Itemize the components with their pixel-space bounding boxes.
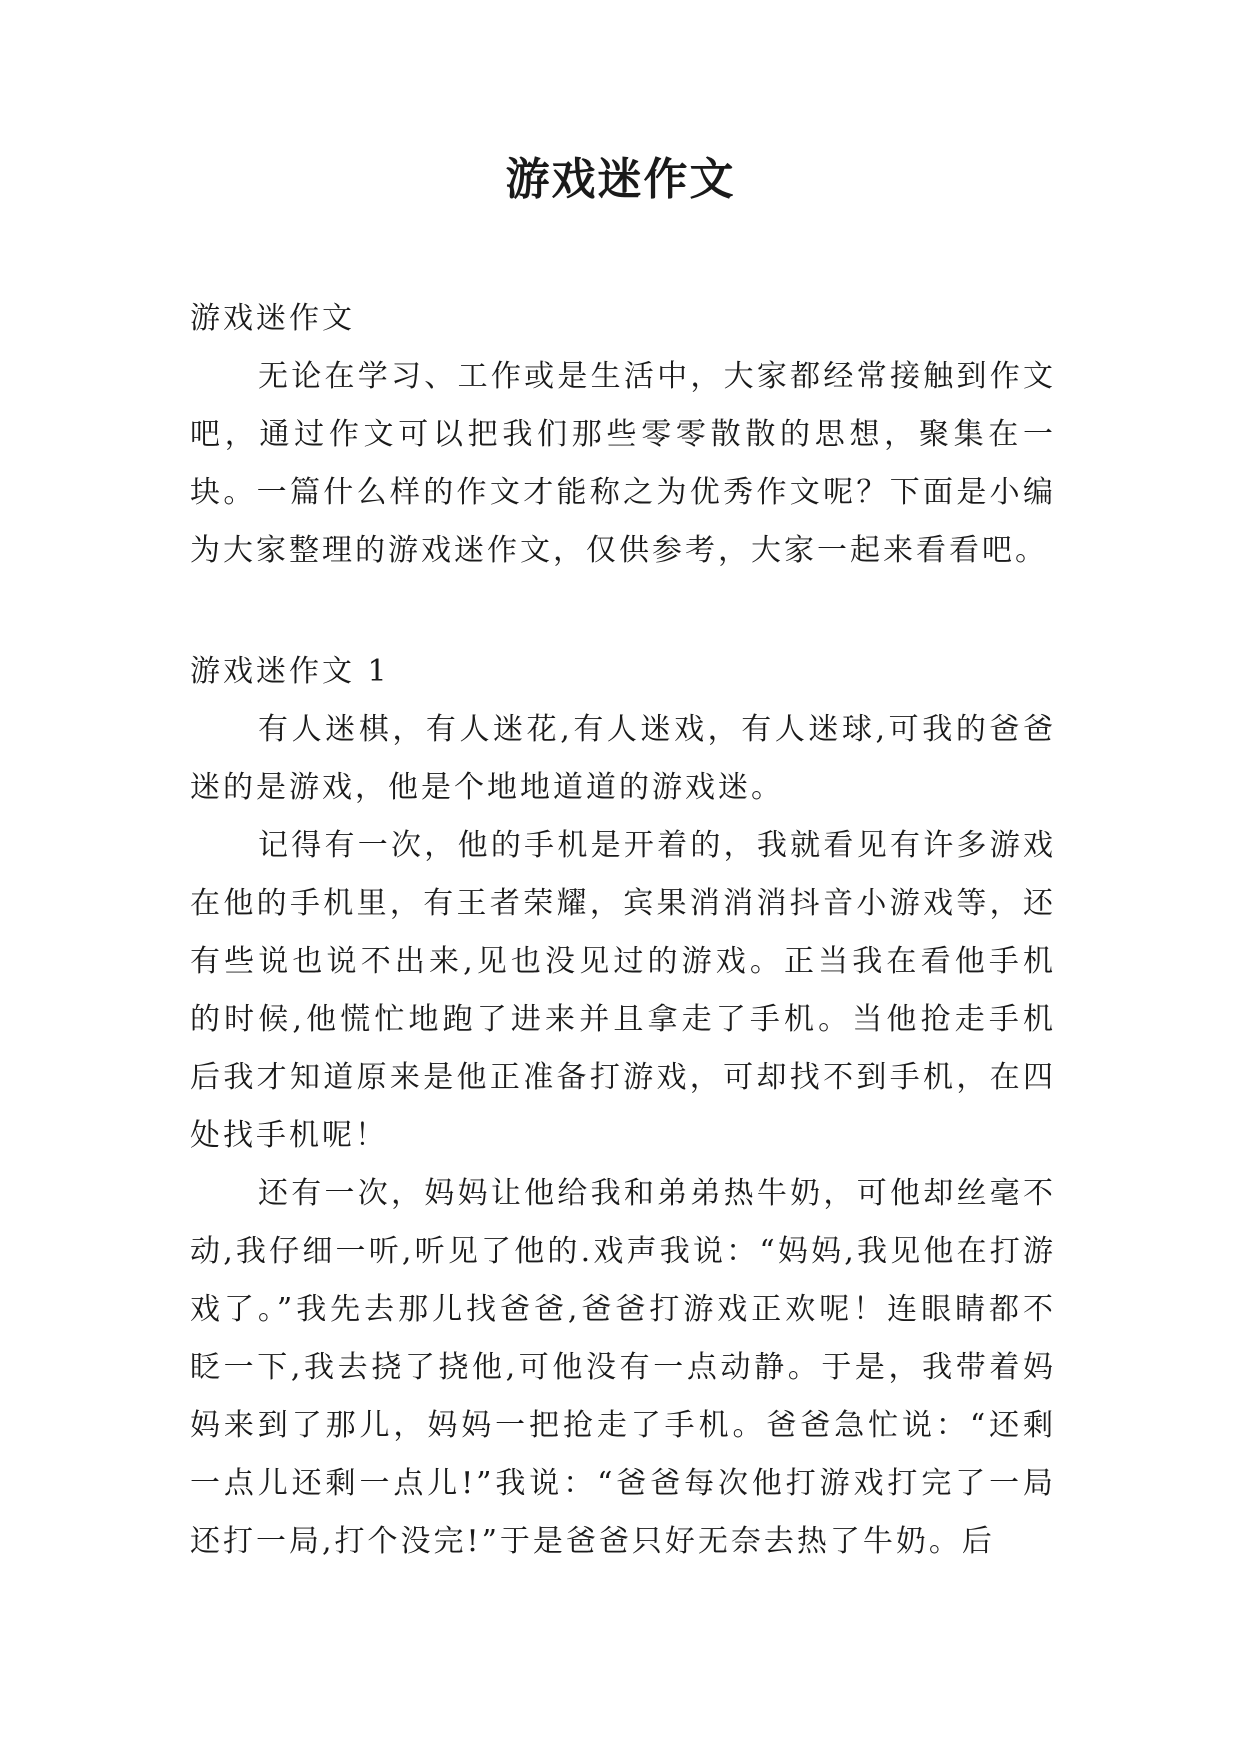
intro-heading: 游戏迷作文 (190, 301, 355, 336)
essay-1-paragraph: 记得有一次，他的手机是开着的，我就看见有许多游戏在他的手机里，有王者荣耀，宾果消消消抖音小游戏等，还有些说也说不出来,见也没见过的游戏。正当我在看他手机的时候,他慌忙地跑了进来并且拿走了手机。当他抢走手机后我才知道原来是他正准备打游戏，可却找不到手机，在四处找手机呢！ (190, 828, 1056, 1153)
intro-section (190, 290, 1056, 580)
essay-1-section (190, 643, 1056, 1571)
essay-1-paragraph: 还有一次，妈妈让他给我和弟弟热牛奶，可他却丝毫不动,我仔细一听,听见了他的.戏声我说：“妈妈,我见他在打游戏了。”我先去那儿找爸爸,爸爸打游戏正欢呢！连眼睛都不眨一下,我去挠了挠他,可他没有一点动静。于是，我带着妈妈来到了那儿，妈妈一把抢走了手机。爸爸急忙说：“还剩一点儿还剩一点儿!”我说：“爸爸每次他打游戏打完了一局还打一局,打个没完!”于是爸爸只好无奈去热了牛奶。后 (190, 1176, 1056, 1559)
essay-1-paragraph: 有人迷棋，有人迷花,有人迷戏，有人迷球,可我的爸爸迷的是游戏，他是个地地道道的游戏迷。 (190, 712, 1056, 805)
document-title: 游戏迷作文 (505, 154, 736, 205)
essay-1-heading: 游戏迷作文 1 (190, 654, 390, 689)
intro-paragraph: 无论在学习、工作或是生活中，大家都经常接触到作文吧，通过作文可以把我们那些零零散散的思想，聚集在一块。一篇什么样的作文才能称之为优秀作文呢？下面是小编为大家整理的游戏迷作文，仅供参考，大家一起来看看吧。 (190, 359, 1056, 568)
